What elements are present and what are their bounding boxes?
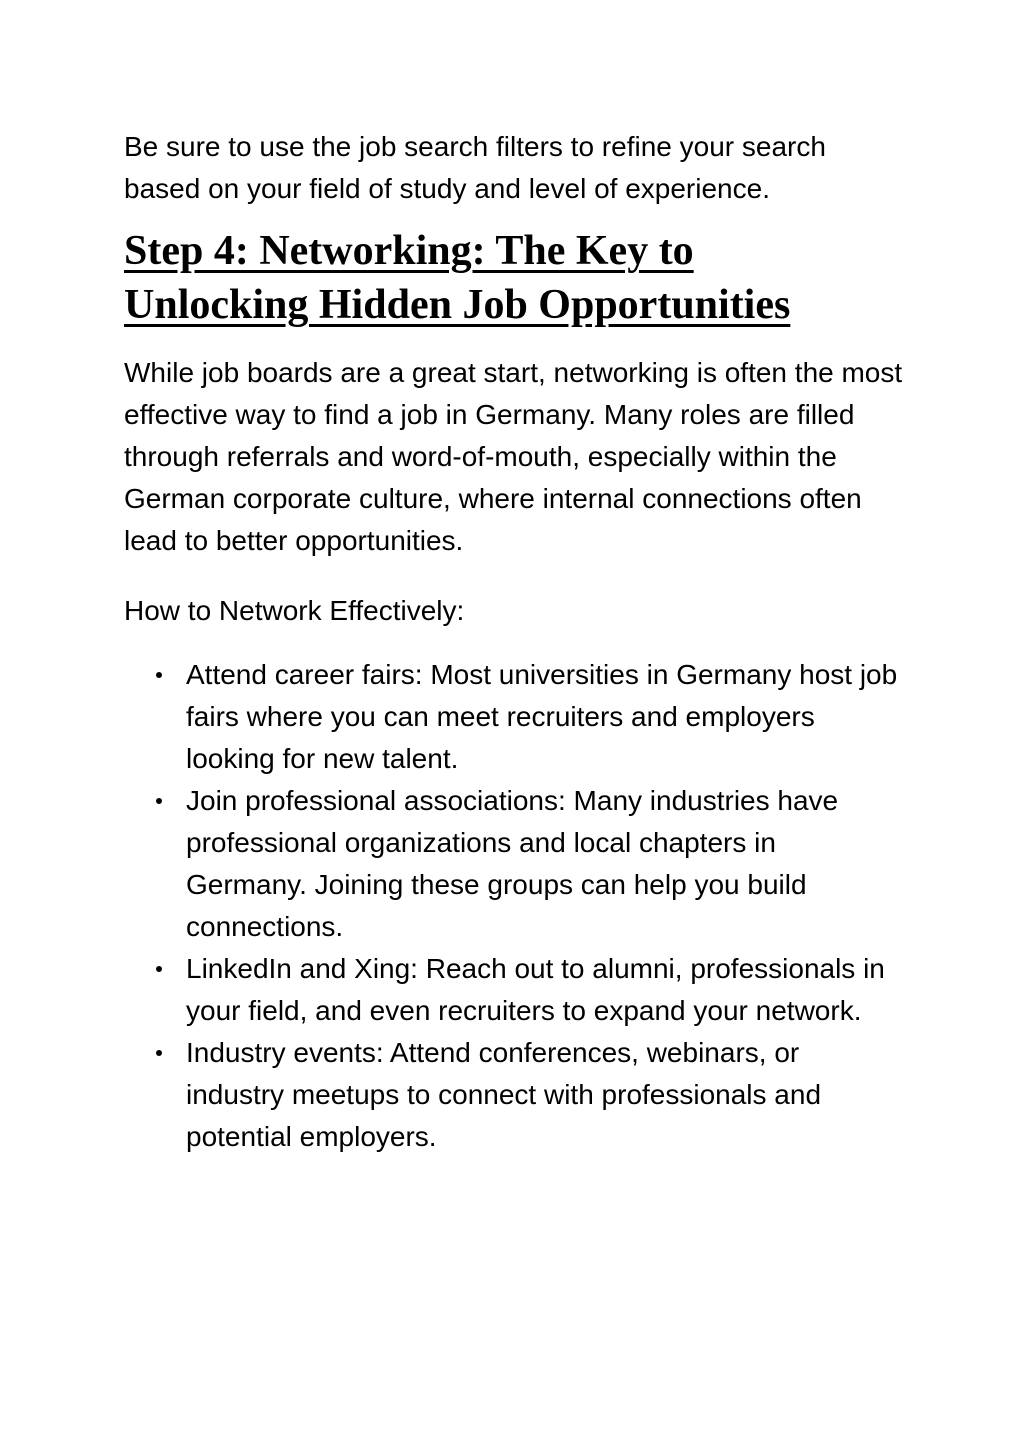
list-item — [124, 780, 904, 948]
list-item-text: Attend career fairs: Most universities in Germany host job fairs where you can meet recruiters and employers looking for new talent. — [186, 659, 898, 774]
bullet-icon — [156, 1050, 162, 1056]
bullet-icon — [156, 798, 162, 804]
intro-paragraph: Be sure to use the job search filters to refine your search based on your field of study and level of experience. — [124, 131, 826, 204]
list-item — [124, 1032, 904, 1158]
body-paragraph: While job boards are a great start, networking is often the most effective way to find a job in Germany. Many roles are filled through referrals and word-of-mouth, especially within the German corporate culture, where internal connections often lead to better opportunities. — [124, 357, 903, 556]
bullet-list — [124, 654, 904, 1158]
section-heading — [124, 224, 904, 332]
heading-line-2: Unlocking Hidden Job Opportunities — [124, 282, 791, 328]
heading-line-1: Step 4: Networking: The Key to — [124, 228, 694, 274]
list-item — [124, 948, 904, 1032]
subheading: How to Network Effectively: — [124, 595, 465, 626]
bullet-icon — [156, 672, 162, 678]
list-item-text: Industry events: Attend conferences, webinars, or industry meetups to connect with professionals and potential employers. — [186, 1037, 822, 1152]
list-item-text: LinkedIn and Xing: Reach out to alumni, professionals in your field, and even recruiters to expand your network. — [186, 953, 885, 1026]
list-item-text: Join professional associations: Many industries have professional organizations and local chapters in Germany. Joining these groups can help you build connections. — [186, 785, 839, 942]
list-item — [124, 654, 904, 780]
bullet-icon — [156, 966, 162, 972]
document-page — [124, 126, 904, 1158]
